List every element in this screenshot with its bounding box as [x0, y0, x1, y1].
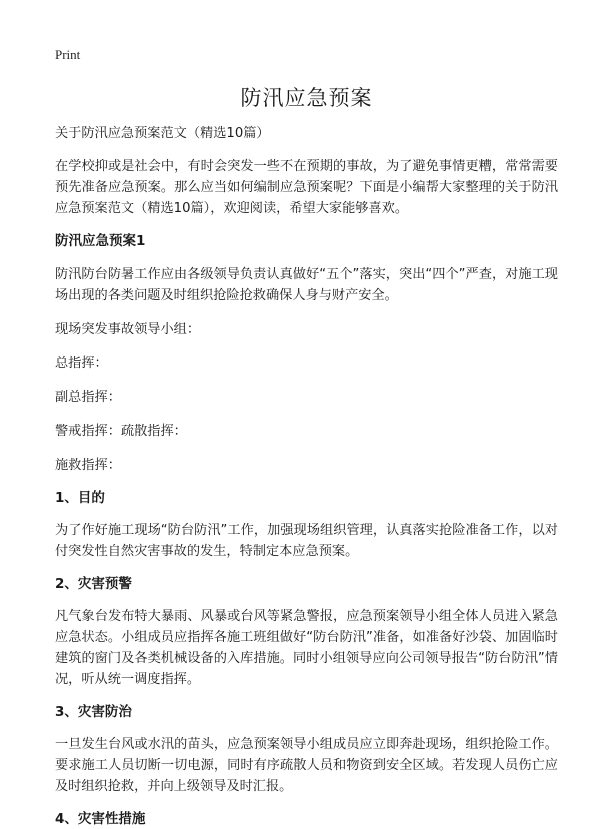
- section-heading-plan-1: 防汛应急预案1: [55, 233, 146, 249]
- document-title: 防汛应急预案: [240, 86, 373, 110]
- prevention-paragraph: 一旦发生台风或水汛的苗头，应急预案领导小组成员应立即奔赴现场，组织抢险工作。要求施工人员切断一切电源，同时有序疏散人员和物资到安全区域。若发现人员伤亡应及时组织抢救，并向上级领导及时汇报。: [55, 737, 558, 794]
- rescue-line: 施救指挥：: [55, 458, 121, 473]
- section1-paragraph: 防汛防台防暑工作应由各级领导负责认真做好“五个”落实，突出“四个”严查，对施工现场出现的各类问题及时组织抢险抢救确保人身与财产安全。: [55, 267, 558, 303]
- heading-goal: 1、目的: [55, 490, 105, 506]
- goal-paragraph: 为了作好施工现场“防台防汛”工作，加强现场组织管理，认真落实抢险准备工作，以对付突发性自然灾害事故的发生，特制定本应急预案。: [55, 523, 558, 559]
- heading-warning: 2、灾害预警: [55, 576, 132, 592]
- print-link[interactable]: Print: [55, 47, 81, 62]
- document-subtitle: 关于防汛应急预案范文（精选10篇）: [55, 126, 270, 141]
- warning-paragraph: 凡气象台发布特大暴雨、风暴或台风等紧急警报，应急预案领导小组全体人员进入紧急应急状态。小组成员应指挥各施工班组做好“防台防汛”准备，如准备好沙袋、加固临时建筑的窗门及各类机械设备的入库措施。同时小组领导应向公司领导报告“防台防汛”情况，听从统一调度指挥。: [55, 609, 558, 687]
- alert-evacuation-line: 警戒指挥：疏散指挥：: [55, 424, 187, 439]
- team-label: 现场突发事故领导小组：: [55, 322, 201, 337]
- intro-paragraph: 在学校抑或是社会中，有时会突发一些不在预期的事故，为了避免事情更糟，常常需要预先准备应急预案。那么应当如何编制应急预案呢？下面是小编帮大家整理的关于防汛应急预案范文（精选10篇），欢迎阅读，希望大家能够喜欢。: [55, 159, 558, 216]
- vice-commander-line: 副总指挥：: [55, 390, 121, 405]
- commander-line: 总指挥：: [55, 356, 108, 371]
- heading-prevention: 3、灾害防治: [55, 704, 132, 720]
- heading-measures: 4、灾害性措施: [55, 811, 146, 827]
